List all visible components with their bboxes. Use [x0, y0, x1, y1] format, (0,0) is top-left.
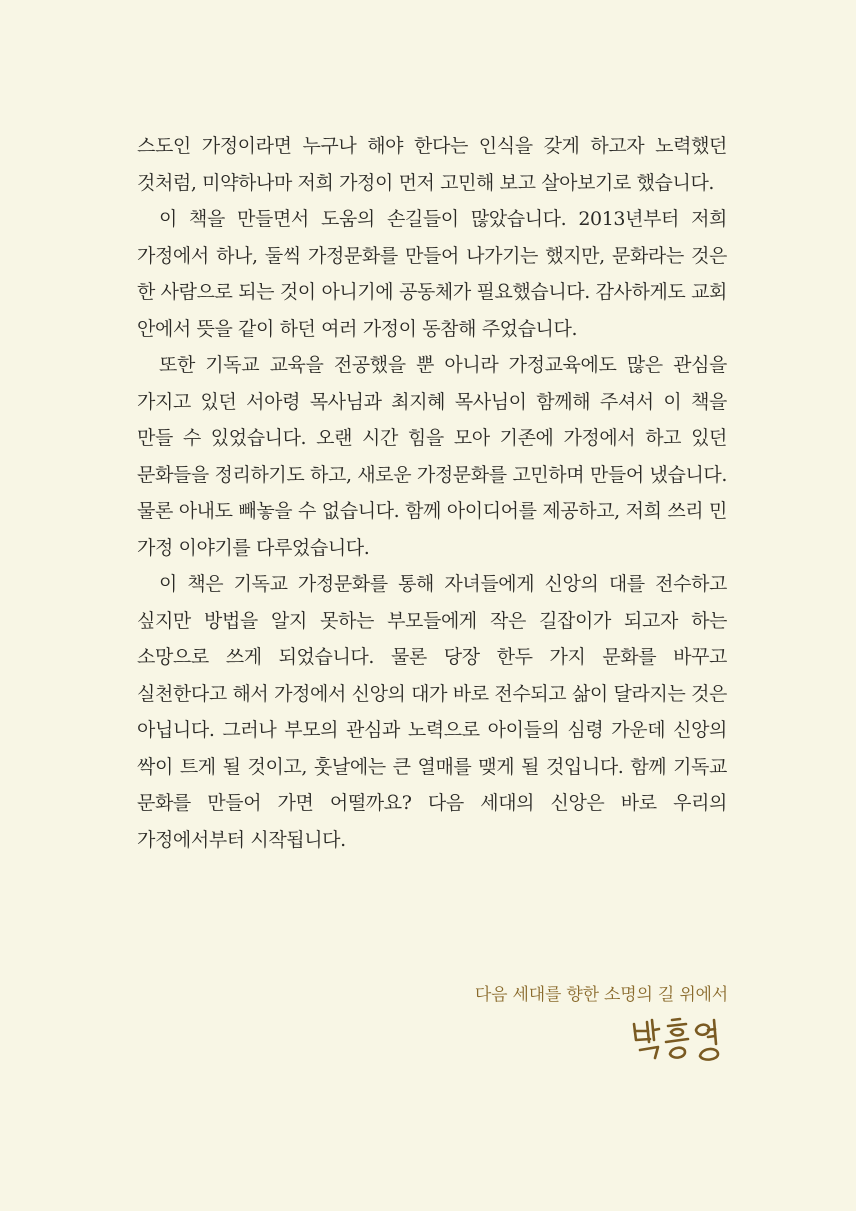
signature-image — [628, 1010, 728, 1066]
paragraph-thanks: 이 책을 만들면서 도움의 손길들이 많았습니다. 2013년부터 저희 가정에서 하나, 둘씩 가정문화를 만들어 나가기는 했지만, 문화라는 것은 한 사람으로 되는 것이 아니기에 공동체가 필요했습니다. 감사하게도 교회 안에서 뜻을 같이 하던 여러 가정이 동참해 주었습니다. — [137, 208, 727, 340]
body-text — [137, 128, 727, 858]
paragraph-collaborators: 또한 기독교 교육을 전공했을 뿐 아니라 가정교육에도 많은 관심을 가지고 있던 서아령 목사님과 최지혜 목사님이 함께해 주셔서 이 책을 만들 수 있었습니다. 오랜 시간 힘을 모아 기존에 가정에서 하고 있던 문화들을 정리하기도 하고, 새로운 가정문화를 고민하며 만들어 냈습니다. 물론 아내도 빼놓을 수 없습니다. 함께 아이디어를 제공하고, 저희 쓰리 민 가정 이야기를 다루었습니다. — [137, 354, 727, 559]
closing-line: 다음 세대를 향한 소명의 길 위에서 — [474, 985, 728, 1005]
paragraph-continuation: 스도인 가정이라면 누구나 해야 한다는 인식을 갖게 하고자 노력했던 것처럼, 미약하나마 저희 가정이 먼저 고민해 보고 살아보기로 했습니다. — [137, 135, 727, 194]
paragraph-purpose: 이 책은 기독교 가정문화를 통해 자녀들에게 신앙의 대를 전수하고 싶지만 방법을 알지 못하는 부모들에게 작은 길잡이가 되고자 하는 소망으로 쓰게 되었습니다. 물론 당장 한두 가지 문화를 바꾸고 실천한다고 해서 가정에서 신앙의 대가 바로 전수되고 삶이 달라지는 것은 아닙니다. 그러나 부모의 관심과 노력으로 아이들의 심령 가운데 신앙의 싹이 트게 될 것이고, 훗날에는 큰 열매를 맺게 될 것입니다. 함께 기독교 문화를 만들어 가면 어떨까요? 다음 세대의 신앙은 바로 우리의 가정에서부터 시작됩니다. — [137, 573, 727, 851]
author-signature — [628, 1010, 728, 1066]
